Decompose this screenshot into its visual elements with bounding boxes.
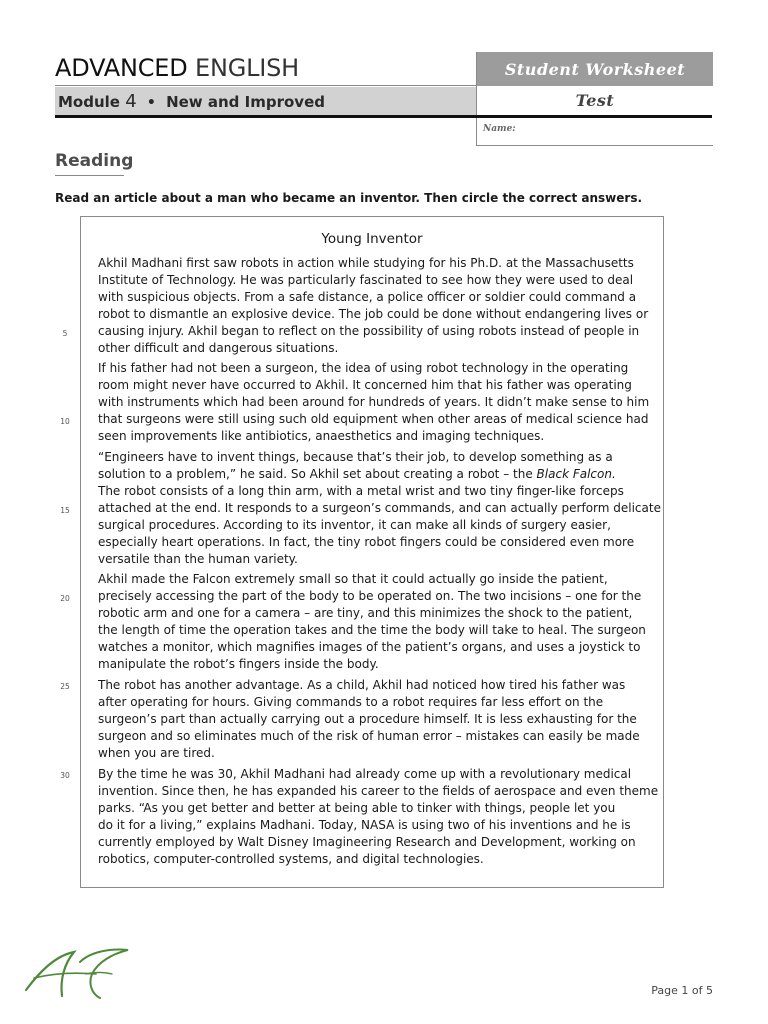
text-line: invention. Since then, he has expanded his career to the fields of aerospace and even theme <box>98 784 659 798</box>
article-paragraph <box>98 449 661 568</box>
module-label: Module <box>58 92 120 111</box>
text-line: robotics, computer-controlled systems, and digital technologies. <box>98 852 484 866</box>
line-number: 5 <box>62 329 68 338</box>
text-line: with suspicious objects. From a safe distance, a police officer or soldier could command a <box>98 290 637 304</box>
title-sub: ENGLISH <box>194 54 300 82</box>
name-field[interactable] <box>476 118 713 146</box>
article-box <box>80 216 664 888</box>
text-line: other difficult and dangerous situations. <box>98 341 339 355</box>
text-line: The robot has another advantage. As a child, Akhil had noticed how tired his father was <box>98 678 626 692</box>
publisher-logo-icon <box>20 944 132 1000</box>
article-paragraph <box>98 360 653 445</box>
text-line: precisely accessing the part of the body to be operated on. The two incisions – one for the <box>98 589 642 603</box>
worksheet-label: Student Worksheet <box>504 59 686 79</box>
text-line: room might never have occurred to Akhil. It concerned him that his father was operating <box>98 378 632 392</box>
text-line: The robot consists of a long thin arm, with a metal wrist and two tiny finger-like forceps <box>98 484 624 498</box>
text-line: with instruments which had been around for hundreds of years. It didn’t make sense to him <box>98 395 650 409</box>
text-line: surgeon’s part than actually carrying out a procedure himself. It is less exhausting for the <box>98 712 637 726</box>
text-line: after operating for hours. Giving commands to a robot requires far less effort on the <box>98 695 604 709</box>
text-line: especially heart operations. In fact, the tiny robot fingers could be considered even more <box>98 535 635 549</box>
module-number: 4 <box>125 90 137 112</box>
text-line: do it for a living,” explains Madhani. Today, NASA is using two of his inventions and he is <box>98 818 631 832</box>
text-line: causing injury. Akhil began to reflect on the possibility of using robots instead of people in <box>98 324 640 338</box>
text-line: robot to dismantle an explosive device. The job could be done without endangering lives or <box>98 307 649 321</box>
text-line: currently employed by Walt Disney Imagineering Research and Development, working on <box>98 835 636 849</box>
text-line: when you are tired. <box>98 746 215 760</box>
text-line: Akhil Madhani first saw robots in action while studying for his Ph.D. at the Massachusetts <box>98 256 634 270</box>
worksheet-badge <box>476 52 713 86</box>
module-heading <box>58 91 325 112</box>
section-underline <box>55 175 124 176</box>
text-line: attached at the end. It responds to a surgeon’s commands, and can actually perform delicate <box>98 501 661 515</box>
article-title: Young Inventor <box>321 231 423 247</box>
text-line: robotic arm and one for a camera – are tiny, and this minimizes the shock to the patient, <box>98 606 633 620</box>
document-title <box>55 54 299 82</box>
text-line: Akhil made the Falcon extremely small so that it could actually go inside the patient, <box>98 572 608 586</box>
module-separator: • <box>146 94 156 111</box>
section-heading: Reading <box>55 151 134 171</box>
text-line: If his father had not been a surgeon, the idea of using robot technology in the operating <box>98 361 629 375</box>
title-main: ADVANCED <box>55 54 188 82</box>
instructions: Read an article about a man who became an inventor. Then circle the correct answers. <box>55 191 643 205</box>
text-line: seen improvements like antibiotics, anaesthetics and imaging techniques. <box>98 429 545 443</box>
name-label: Name: <box>483 124 516 134</box>
text-line: surgical procedures. According to its inventor, it can make all kinds of surgery easier, <box>98 518 611 532</box>
test-badge <box>476 86 713 115</box>
article-paragraph <box>98 766 659 868</box>
text-line: Institute of Technology. He was particularly fascinated to see how they were used to deal <box>98 273 634 287</box>
module-title: New and Improved <box>166 92 325 111</box>
line-number: 15 <box>60 506 70 515</box>
text-segment: solution to a problem,” he said. So Akhil set about creating a robot – the <box>98 467 533 481</box>
line-number: 10 <box>60 417 70 426</box>
line-number: 30 <box>60 771 70 780</box>
text-line: that surgeons were still using such old equipment when other areas of medical science had <box>98 412 649 426</box>
line-number: 20 <box>60 594 70 603</box>
logo-stroke <box>86 973 112 975</box>
text-line: “Engineers have to invent things, because that’s their job, to develop something as a <box>98 450 613 464</box>
article-paragraph <box>98 255 653 357</box>
text-line: parks. “As you get better and better at being able to tinker with things, people let you <box>98 801 616 815</box>
text-line: surgeon and so eliminates much of the risk of human error – mistakes can easily be made <box>98 729 640 743</box>
text-line: By the time he was 30, Akhil Madhani had already come up with a revolutionary medical <box>98 767 632 781</box>
text-line: watches a monitor, which magnifies images of the patient’s organs, and uses a joystick to <box>98 640 641 654</box>
line-number: 25 <box>60 682 70 691</box>
text-line: manipulate the robot’s fingers inside the body. <box>98 657 379 671</box>
title-divider <box>55 85 476 86</box>
article-paragraph <box>98 571 653 673</box>
text-line <box>98 466 653 483</box>
test-label: Test <box>575 91 615 110</box>
text-line: the length of time the operation takes and the time the body will take to heal. The surgeon <box>98 623 646 637</box>
article-paragraph <box>98 677 653 762</box>
robot-name: Black Falcon. <box>536 467 616 481</box>
module-bar <box>55 87 476 115</box>
text-line: versatile than the human variety. <box>98 552 298 566</box>
page-number: Page 1 of 5 <box>651 984 713 997</box>
